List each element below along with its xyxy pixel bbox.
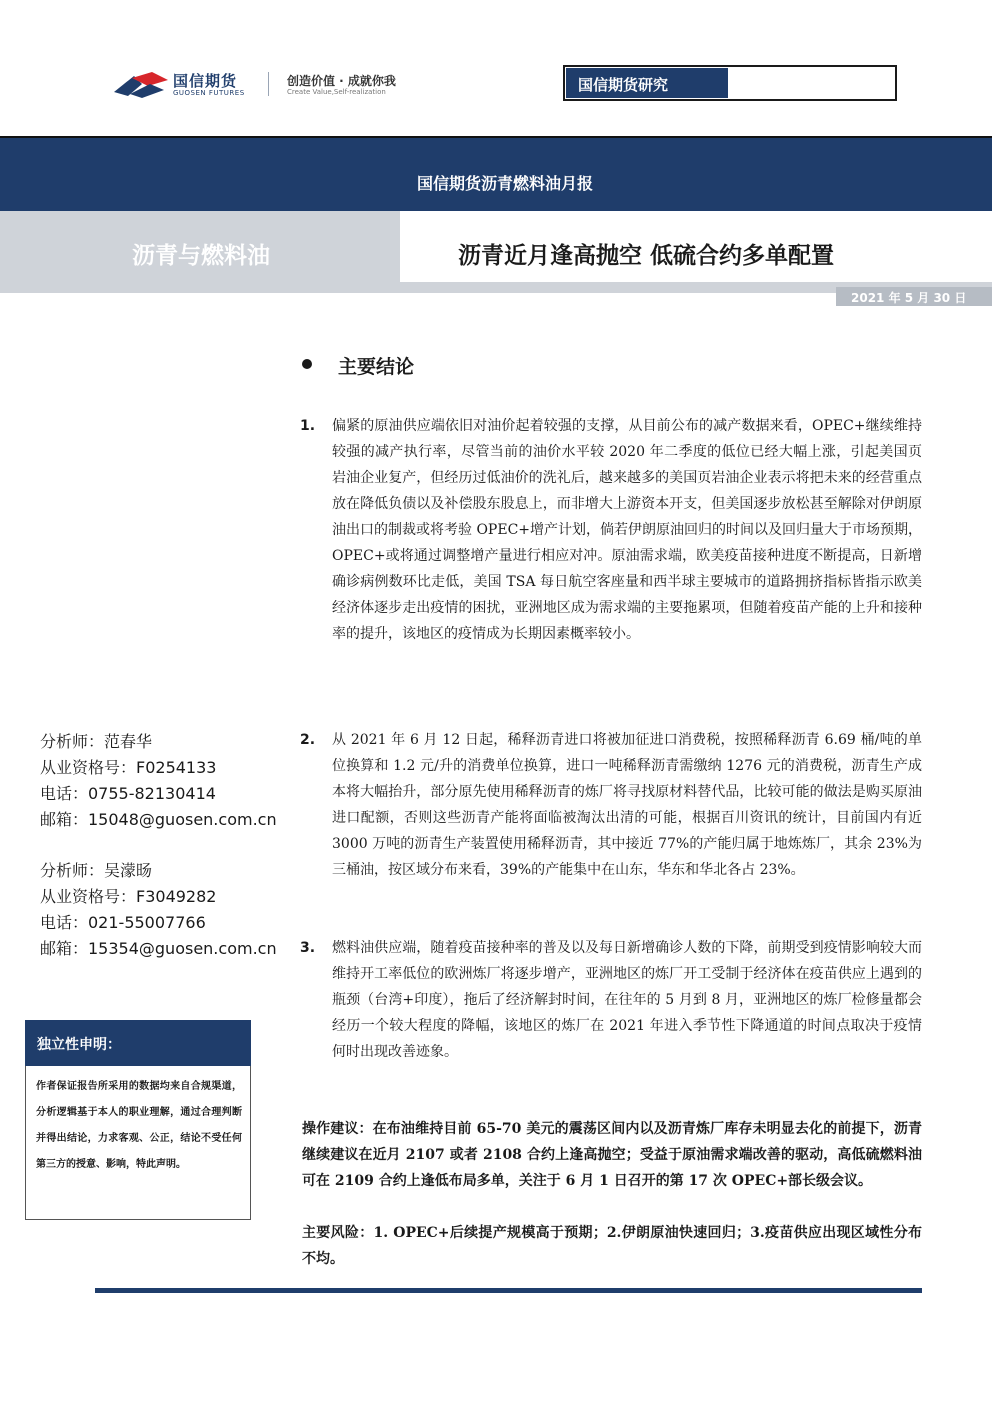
analyst-cert: 从业资格号：F0254133 [40,758,217,777]
independence-title: 独立性申明： [37,1037,121,1053]
conclusion-paragraph: 偏紧的原油供应端依旧对油价起着较强的支撑，从目前公布的减产数据来看，OPEC+继续维持较强的减产执行率，尽管当前的油价水平较 2020 年二季度的低位已经大幅上涨，引起美国页岩油企业复产，但经历过低油价的洗礼后，越来越多的美国页岩油企业表示将把未来的经营重点放在降低负债以及补偿股东股息上，而非增大上游资本开支，但美国逐步放松甚至解除对伊朗原油出口的制裁或将考验 OPEC+增产计划，倘若伊朗原油回归的时间以及回归量大于市场预期，OPEC+或将通过调整增产量进行相应对冲。原油需求端，欧美疫苗接种进度不断提高，日新增确诊病例数环比走低，美国 TSA 每日航空客座量和西半球主要城市的道路拥挤指标皆指示欧美经济体逐步走出疫情的困扰，亚洲地区成为需求端的主要拖累项，但随着疫苗产能的上升和接种率的提升，该地区的疫情成为长期因素概率较小。 [332,418,923,642]
report-title: 沥青近月逢高抛空 低硫合约多单配置 [458,242,835,269]
item-number: 3. [300,940,316,956]
main-risks: 主要风险：1. OPEC+后续提产规模高于预期；2.伊朗原油快速回归；3.疫苗供应出现区域性分布不均。 [302,1225,922,1267]
logo-text: 国信期货 [173,72,238,90]
logo-divider [268,72,269,96]
report-date: 2021 年 5 月 30 日 [851,291,967,305]
conclusion-paragraph: 从 2021 年 6 月 12 日起，稀释沥青进口将被加征进口消费税，按照稀释沥青 6.69 桶/吨的单位换算和 1.2 元/升的消费单位换算，进口一吨稀释沥青需缴纳 1276 元的消费税，沥青生产成本将大幅抬升，部分原先使用稀释沥青的炼厂将寻找原材料替代品，比较可能的做法是购买原油进口配额，否则这些沥青产能将面临被淘汰出清的可能，根据百川资讯的统计，目前国内有近 3000 万吨的沥青生产装置使用稀释沥青，其中接近 77%的产能归属于地炼炼厂，其余 23%为三桶油，按区域分布来看，39%的产能集中在山东，华东和华北各占 23%。 [332,732,922,878]
research-label: 国信期货研究 [578,76,669,94]
independence-text: 作者保证报告所采用的数据均来自合规渠道，分析逻辑基于本人的职业理解，通过合理判断 并得出结论，力求客观、公正，结论不受任何第三方的授意、影响，特此声明。 [36,1081,242,1170]
footer-rule [95,1288,922,1293]
analyst-phone: 电话：0755-82130414 [40,784,216,803]
logo-subtext: GUOSEN FUTURES [173,89,245,97]
trading-advice: 操作建议：在布油维持目前 65-70 美元的震荡区间内以及沥青炼厂库存未明显去化的前提下，沥青继续建议在近月 2107 或者 2108 合约上逢高抛空；受益于原油需求端改善的驱动，高低硫燃料油可在 2109 合约上逢低布局多单，关注于 6 月 1 日召开的第 17 次 OPEC+部长级会议。 [302,1121,922,1189]
section-heading: 主要结论 [338,356,415,378]
slogan: 创造价值 · 成就你我 [287,74,396,88]
bullet-icon [302,359,312,369]
analyst-name: 分析师：吴濛旸 [40,861,153,880]
guosen-logo-icon [112,70,170,100]
item-number: 1. [300,418,316,434]
analyst-phone: 电话：021-55007766 [40,913,206,932]
analyst-name: 分析师：范春华 [40,732,153,751]
series-title: 国信期货沥青燃料油月报 [416,174,593,193]
category-label: 沥青与燃料油 [132,242,270,269]
analyst-card [40,729,277,833]
analyst-cert: 从业资格号：F3049282 [40,887,217,906]
slogan-english: Create Value,Self-realization [287,88,386,96]
analyst-email: 邮箱：15048@guosen.com.cn [40,810,277,829]
analyst-email: 邮箱：15354@guosen.com.cn [40,939,277,958]
conclusion-paragraph: 燃料油供应端，随着疫苗接种率的普及以及每日新增确诊人数的下降，前期受到疫情影响较大而维持开工率低位的欧洲炼厂将逐步增产，亚洲地区的炼厂开工受制于经济体在疫苗供应上遇到的瓶颈（台湾+印度），拖后了经济解封时间，在往年的 5 月到 8 月，亚洲地区的炼厂检修量都会经历一个较大程度的降幅，该地区的炼厂在 2021 年进入季节性下降通道的时间点取决于疫情何时出现改善迹象。 [332,940,922,1060]
item-number: 2. [300,732,316,748]
analyst-card [40,858,277,962]
